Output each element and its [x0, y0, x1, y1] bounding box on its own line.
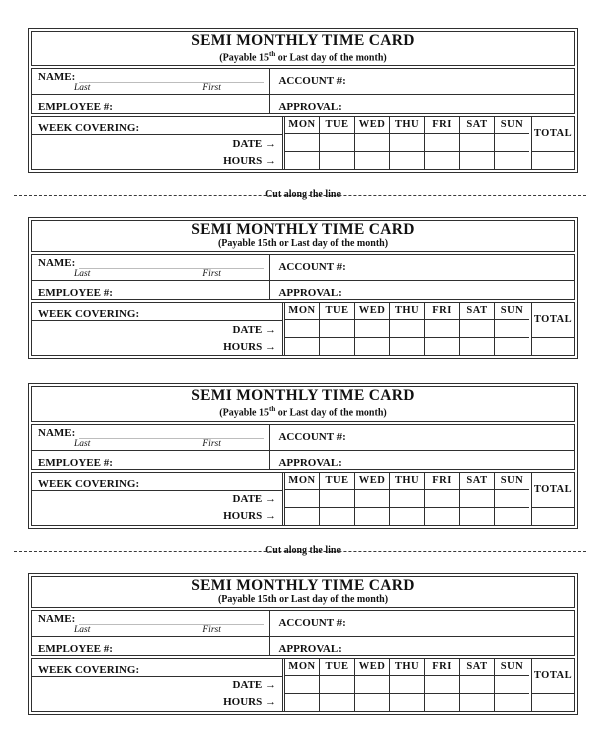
day-header: MON — [285, 473, 319, 490]
identity-section — [31, 68, 575, 114]
subtitle-ordinal: th — [269, 405, 276, 414]
account-number-label: ACCOUNT #: — [278, 430, 346, 443]
date-row-label: DATE → — [232, 679, 276, 692]
approval-label: APPROVAL: — [278, 287, 342, 300]
identity-section — [31, 424, 575, 470]
date-cell[interactable] — [320, 320, 354, 338]
first-name-label: First — [202, 438, 221, 449]
cut-separator — [28, 545, 578, 557]
week-table-left — [32, 659, 283, 711]
account-number-field[interactable] — [270, 69, 574, 94]
subtitle-ordinal: th — [269, 50, 276, 58]
hours-cell[interactable] — [390, 694, 424, 711]
date-cell[interactable] — [460, 676, 494, 694]
week-covering-field[interactable] — [32, 117, 282, 135]
day-header: WED — [355, 117, 389, 134]
hours-cell[interactable] — [495, 152, 529, 169]
hours-row-label: HOURS → — [223, 154, 276, 167]
total-hours-cell[interactable] — [532, 508, 574, 525]
card-title: SEMI MONTHLY TIME CARD — [191, 221, 415, 239]
total-hours-cell[interactable] — [532, 694, 574, 711]
date-cell[interactable] — [390, 320, 424, 338]
employee-number-label: EMPLOYEE #: — [38, 101, 113, 114]
date-cell[interactable] — [285, 320, 319, 338]
hours-cell[interactable] — [460, 338, 494, 355]
account-number-label: ACCOUNT #: — [278, 616, 346, 629]
day-column-sun — [494, 117, 529, 169]
date-cell[interactable] — [460, 134, 494, 152]
date-cell[interactable] — [320, 676, 354, 694]
day-column-sun — [494, 659, 529, 711]
week-table — [31, 116, 575, 170]
hours-cell[interactable] — [495, 338, 529, 355]
last-name-label: Last — [74, 438, 91, 449]
day-header: SUN — [495, 117, 529, 134]
card-title: SEMI MONTHLY TIME CARD — [191, 387, 415, 405]
card-subtitle — [32, 238, 574, 249]
date-cell[interactable] — [285, 490, 319, 508]
date-cell[interactable] — [390, 134, 424, 152]
date-row-label: DATE → — [232, 137, 276, 150]
day-header: SAT — [460, 303, 494, 320]
day-column-sun — [494, 473, 529, 525]
week-covering-field[interactable] — [32, 303, 282, 321]
employee-number-field[interactable] — [32, 451, 270, 469]
account-number-field[interactable] — [270, 255, 574, 280]
week-table — [31, 658, 575, 712]
name-label: NAME: — [38, 71, 76, 84]
approval-field[interactable] — [270, 281, 574, 299]
approval-field[interactable] — [270, 637, 574, 655]
last-name-label: Last — [74, 83, 91, 94]
day-header: FRI — [425, 117, 459, 134]
hours-cell[interactable] — [355, 694, 389, 711]
date-cell[interactable] — [460, 320, 494, 338]
time-card-3 — [28, 383, 578, 528]
hours-row-label: HOURS → — [223, 696, 276, 709]
day-column-mon — [285, 303, 319, 355]
account-number-field[interactable] — [270, 425, 574, 450]
week-covering-label: WEEK COVERING: — [38, 308, 140, 321]
subtitle-prefix: (Payable 15 — [217, 238, 268, 250]
approval-label: APPROVAL: — [278, 456, 342, 469]
day-header: FRI — [425, 303, 459, 320]
hours-row-label: HOURS → — [223, 510, 276, 523]
date-cell[interactable] — [355, 676, 389, 694]
week-covering-label: WEEK COVERING: — [38, 663, 140, 676]
hours-cell[interactable] — [285, 338, 319, 355]
employee-number-label: EMPLOYEE #: — [38, 642, 113, 655]
card-title: SEMI MONTHLY TIME CARD — [191, 32, 415, 49]
day-header: SUN — [495, 659, 529, 676]
day-column-tue — [319, 117, 354, 169]
day-column-wed — [354, 659, 389, 711]
card-subtitle — [32, 49, 574, 63]
hours-cell[interactable] — [285, 694, 319, 711]
days-grid — [284, 303, 529, 355]
day-column-fri — [424, 659, 459, 711]
date-row-label: DATE → — [232, 323, 276, 336]
day-column-mon — [285, 117, 319, 169]
time-card — [28, 383, 578, 528]
card-header — [31, 386, 575, 421]
total-column — [531, 659, 574, 711]
date-cell[interactable] — [355, 134, 389, 152]
hours-cell[interactable] — [390, 152, 424, 169]
day-header: MON — [285, 117, 319, 134]
total-hours-cell[interactable] — [532, 338, 574, 355]
day-header: TUE — [320, 659, 354, 676]
total-label: TOTAL — [532, 117, 574, 152]
week-table-left — [32, 117, 283, 169]
day-column-tue — [319, 659, 354, 711]
day-column-thu — [389, 303, 424, 355]
day-header: FRI — [425, 473, 459, 490]
date-cell[interactable] — [320, 490, 354, 508]
hours-cell[interactable] — [355, 152, 389, 169]
day-column-wed — [354, 117, 389, 169]
cut-separator-label: Cut along the line — [265, 544, 341, 556]
date-cell[interactable] — [425, 320, 459, 338]
day-column-wed — [354, 473, 389, 525]
hours-cell[interactable] — [320, 694, 354, 711]
hours-cell[interactable] — [320, 508, 354, 525]
cut-separator — [28, 189, 578, 201]
hours-cell[interactable] — [390, 338, 424, 355]
day-header: SUN — [495, 473, 529, 490]
card-header — [31, 576, 575, 608]
name-field — [32, 425, 270, 450]
days-grid — [284, 117, 529, 169]
hours-cell[interactable] — [285, 508, 319, 525]
hours-cell[interactable] — [425, 338, 459, 355]
day-column-mon — [285, 659, 319, 711]
day-column-sat — [459, 659, 494, 711]
hours-cell[interactable] — [320, 338, 354, 355]
hours-row-label: HOURS → — [223, 340, 276, 353]
subtitle-suffix: or Last day of the month) — [276, 238, 389, 250]
name-field — [32, 611, 270, 636]
hours-cell[interactable] — [425, 694, 459, 711]
hours-cell[interactable] — [425, 152, 459, 169]
cut-separator-label: Cut along the line — [265, 189, 341, 201]
employee-number-field[interactable] — [32, 637, 270, 655]
time-card — [28, 217, 578, 359]
day-column-fri — [424, 303, 459, 355]
name-input-line[interactable] — [79, 428, 264, 439]
day-column-thu — [389, 659, 424, 711]
hours-cell[interactable] — [355, 338, 389, 355]
date-cell[interactable] — [460, 490, 494, 508]
total-label: TOTAL — [532, 659, 574, 694]
days-grid — [284, 473, 529, 525]
time-card-1 — [28, 28, 578, 173]
day-column-sun — [494, 303, 529, 355]
week-covering-label: WEEK COVERING: — [38, 122, 140, 135]
first-name-label: First — [202, 624, 221, 635]
date-cell[interactable] — [285, 676, 319, 694]
approval-label: APPROVAL: — [278, 101, 342, 114]
date-cell[interactable] — [355, 320, 389, 338]
name-field — [32, 255, 270, 280]
week-covering-field[interactable] — [32, 659, 282, 677]
employee-number-label: EMPLOYEE #: — [38, 287, 113, 300]
date-cell[interactable] — [495, 676, 529, 694]
card-header — [31, 220, 575, 252]
date-cell[interactable] — [425, 676, 459, 694]
week-covering-label: WEEK COVERING: — [38, 477, 140, 490]
hours-cell[interactable] — [460, 694, 494, 711]
day-header: THU — [390, 659, 424, 676]
first-name-label: First — [202, 83, 221, 94]
total-column — [531, 303, 574, 355]
hours-cell[interactable] — [495, 508, 529, 525]
hours-cell[interactable] — [425, 508, 459, 525]
first-name-label: First — [202, 269, 221, 280]
last-name-label: Last — [74, 269, 91, 280]
day-header: SUN — [495, 303, 529, 320]
card-subtitle — [32, 594, 574, 605]
card-subtitle — [32, 404, 574, 418]
week-table-left — [32, 303, 283, 355]
subtitle-prefix: (Payable 15 — [219, 52, 269, 64]
total-label: TOTAL — [532, 303, 574, 338]
date-row-label: DATE → — [232, 493, 276, 506]
week-table — [31, 472, 575, 526]
date-cell[interactable] — [495, 320, 529, 338]
week-covering-field[interactable] — [32, 473, 282, 491]
hours-cell[interactable] — [460, 152, 494, 169]
day-column-tue — [319, 473, 354, 525]
approval-field[interactable] — [270, 451, 574, 469]
row-labels — [32, 491, 282, 525]
day-header: THU — [390, 303, 424, 320]
day-header: WED — [355, 473, 389, 490]
approval-field[interactable] — [270, 95, 574, 113]
hours-cell[interactable] — [460, 508, 494, 525]
name-field — [32, 69, 270, 94]
subtitle-ordinal: th — [267, 593, 277, 605]
row-labels — [32, 135, 282, 169]
time-card — [28, 28, 578, 173]
account-number-label: ACCOUNT #: — [278, 75, 346, 88]
card-title: SEMI MONTHLY TIME CARD — [191, 576, 415, 594]
name-input-line[interactable] — [79, 258, 264, 269]
day-column-mon — [285, 473, 319, 525]
account-number-label: ACCOUNT #: — [278, 261, 346, 274]
identity-section — [31, 254, 575, 300]
day-header: SAT — [460, 659, 494, 676]
day-header: WED — [355, 659, 389, 676]
subtitle-prefix: (Payable 15 — [217, 593, 268, 605]
hours-cell[interactable] — [355, 508, 389, 525]
week-table — [31, 302, 575, 356]
name-input-line[interactable] — [79, 72, 264, 83]
identity-section — [31, 610, 575, 656]
time-card-2 — [28, 217, 578, 359]
total-column — [531, 473, 574, 525]
day-header: TUE — [320, 473, 354, 490]
week-table-left — [32, 473, 283, 525]
date-cell[interactable] — [390, 490, 424, 508]
day-column-wed — [354, 303, 389, 355]
day-header: FRI — [425, 659, 459, 676]
date-cell[interactable] — [320, 134, 354, 152]
day-column-thu — [389, 117, 424, 169]
day-header: TUE — [320, 303, 354, 320]
day-header: MON — [285, 659, 319, 676]
total-label: TOTAL — [532, 473, 574, 508]
last-name-label: Last — [74, 624, 91, 635]
name-label: NAME: — [38, 426, 76, 439]
time-card — [28, 573, 578, 715]
day-column-tue — [319, 303, 354, 355]
subtitle-suffix: or Last day of the month) — [276, 593, 389, 605]
row-labels — [32, 677, 282, 711]
approval-label: APPROVAL: — [278, 642, 342, 655]
date-cell[interactable] — [495, 490, 529, 508]
hours-cell[interactable] — [285, 152, 319, 169]
day-header: MON — [285, 303, 319, 320]
day-header: SAT — [460, 473, 494, 490]
day-header: THU — [390, 117, 424, 134]
employee-number-field[interactable] — [32, 95, 270, 113]
subtitle-suffix: or Last day of the month) — [275, 52, 387, 64]
subtitle-suffix: or Last day of the month) — [275, 407, 387, 419]
day-header: WED — [355, 303, 389, 320]
total-column — [531, 117, 574, 169]
name-label: NAME: — [38, 612, 76, 625]
day-column-sat — [459, 473, 494, 525]
name-input-line[interactable] — [79, 614, 264, 625]
total-hours-cell[interactable] — [532, 152, 574, 169]
account-number-field[interactable] — [270, 611, 574, 636]
day-header: SAT — [460, 117, 494, 134]
subtitle-prefix: (Payable 15 — [219, 407, 269, 419]
day-column-fri — [424, 117, 459, 169]
date-cell[interactable] — [355, 490, 389, 508]
employee-number-field[interactable] — [32, 281, 270, 299]
day-column-thu — [389, 473, 424, 525]
date-cell[interactable] — [425, 134, 459, 152]
day-column-sat — [459, 303, 494, 355]
day-column-sat — [459, 117, 494, 169]
day-header: TUE — [320, 117, 354, 134]
day-header: THU — [390, 473, 424, 490]
day-column-fri — [424, 473, 459, 525]
hours-cell[interactable] — [320, 152, 354, 169]
employee-number-label: EMPLOYEE #: — [38, 456, 113, 469]
date-cell[interactable] — [285, 134, 319, 152]
date-cell[interactable] — [425, 490, 459, 508]
subtitle-ordinal: th — [267, 238, 277, 250]
card-header — [31, 31, 575, 66]
hours-cell[interactable] — [390, 508, 424, 525]
date-cell[interactable] — [495, 134, 529, 152]
date-cell[interactable] — [390, 676, 424, 694]
time-card-4 — [28, 573, 578, 715]
row-labels — [32, 321, 282, 355]
days-grid — [284, 659, 529, 711]
name-label: NAME: — [38, 257, 76, 270]
hours-cell[interactable] — [495, 694, 529, 711]
